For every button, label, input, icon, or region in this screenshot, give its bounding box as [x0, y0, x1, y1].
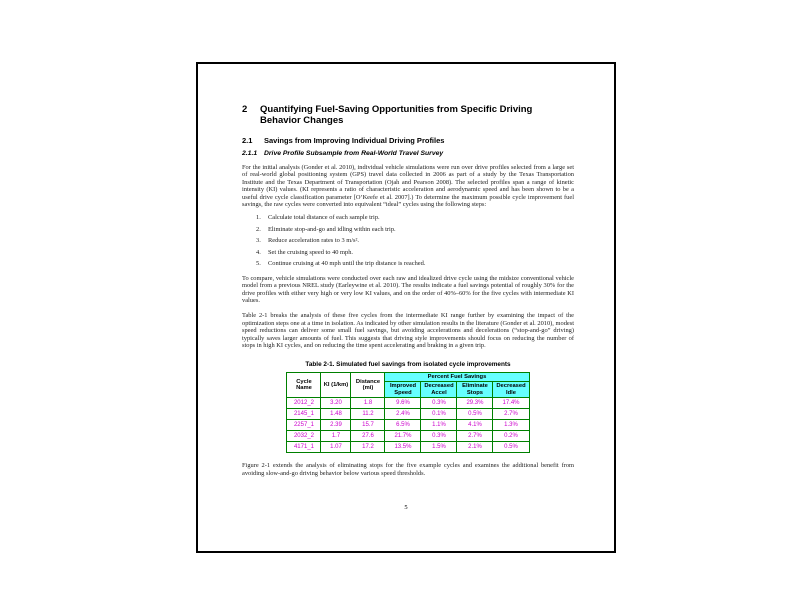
col-header-distance: Distance (mi) — [351, 372, 385, 398]
list-item-text: Calculate total distance of each sample trip. — [268, 214, 380, 222]
list-item — [242, 238, 574, 245]
table-row — [287, 442, 529, 453]
table-cell: 1.07 — [321, 442, 351, 453]
table-cell: 2012_2 — [287, 398, 321, 409]
section-heading — [242, 136, 574, 145]
table-cell: 15.7 — [351, 420, 385, 431]
table-cell: 2.39 — [321, 420, 351, 431]
table-cell: 27.6 — [351, 431, 385, 442]
paragraph-figure-discussion: Figure 2-1 extends the analysis of eliminating stops for the five example cycles and examines the additional benefit from avoiding slow-and-go driving behavior below various speed thresholds. — [242, 462, 574, 477]
table-cell: 0.3% — [421, 431, 457, 442]
table-header-row — [287, 372, 529, 382]
list-item — [242, 215, 574, 222]
group-header-percent-fuel-savings: Percent Fuel Savings — [385, 372, 529, 382]
table-cell: 4.1% — [457, 420, 493, 431]
table-cell: 2032_2 — [287, 431, 321, 442]
paragraph-intro: For the initial analysis (Gonder et al. 2010), individual vehicle simulations were run over drive profiles selected from a large set of real-world global positioning system (GPS) travel data collected in 2006 as part of a study by the Texas Transportation Institute and the Texas Department of Transportation (Ojah and Pearson 2008). The selected profiles span a range of kinetic intensity (KI) values. (KI represents a ratio of characteristic acceleration and aerodynamic speed and has been shown to be a useful drive cycle classification parameter [O’Keefe et al. 2007].) To determine the maximum possible cycle improvement fuel savings, the raw cycles were converted into equivalent “ideal” cycles using the following steps: — [242, 164, 574, 209]
table-caption: Table 2-1. Simulated fuel savings from isolated cycle improvements — [305, 361, 511, 369]
list-item-number: 5. — [256, 260, 261, 267]
list-item — [242, 250, 574, 257]
table-cell: 1.8 — [351, 398, 385, 409]
table-cell: 1.5% — [421, 442, 457, 453]
subsection-heading — [242, 150, 574, 158]
list-item-number: 1. — [256, 214, 261, 222]
fuel-savings-table — [286, 372, 529, 454]
chapter-number: 2 — [242, 104, 248, 115]
table-cell: 1.1% — [421, 420, 457, 431]
paragraph-simulation-results: To compare, vehicle simulations were conducted over each raw and idealized drive cycle using the midsize conventional vehicle model from a previous NREL study (Earleywine et al. 2010). The results indicate a fuel savings potential of roughly 30% for the drive profiles with either very high or very low KI values, and on the order of 40%–60% for the five cycles with intermediate KI values. — [242, 274, 574, 305]
table-cell: 2.4% — [385, 409, 421, 420]
table-cell: 0.5% — [457, 409, 493, 420]
table-cell: 0.5% — [493, 442, 529, 453]
table-cell: 2.7% — [493, 409, 529, 420]
list-item-text: Set the cruising speed to 40 mph. — [268, 248, 354, 256]
subsection-number: 2.1.1 — [242, 150, 258, 157]
table-cell: 2257_1 — [287, 420, 321, 431]
subheader-eliminate-stops: Eliminate Stops — [457, 382, 493, 398]
table-cell: 2.7% — [457, 431, 493, 442]
list-item-text: Eliminate stop-and-go and idling within each trip. — [268, 225, 396, 233]
table-cell: 1.48 — [321, 409, 351, 420]
chapter-heading — [242, 104, 574, 126]
subheader-decreased-accel: Decreased Accel — [421, 382, 457, 398]
table-row — [287, 409, 529, 420]
document-page — [196, 62, 616, 553]
section-number: 2.1 — [242, 136, 253, 145]
table-cell: 13.5% — [385, 442, 421, 453]
subsection-title: Drive Profile Subsample from Real-World Travel Survey — [264, 150, 444, 157]
table-cell: 1.3% — [493, 420, 529, 431]
section-title: Savings from Improving Individual Driving Profiles — [264, 136, 445, 145]
table-cell: 0.2% — [493, 431, 529, 442]
col-header-cycle-name: Cycle Name — [287, 372, 321, 398]
table-cell: 1.7 — [321, 431, 351, 442]
page-content — [242, 104, 574, 477]
page-number: 5 — [404, 504, 408, 511]
table-cell: 29.3% — [457, 398, 493, 409]
list-item-text: Reduce acceleration rates to 3 m/s². — [268, 237, 359, 245]
list-item — [242, 227, 574, 234]
list-item-number: 3. — [256, 237, 261, 245]
table-cell: 17.2 — [351, 442, 385, 453]
subheader-decreased-idle: Decreased Idle — [493, 382, 529, 398]
table-cell: 2145_1 — [287, 409, 321, 420]
table-cell: 0.1% — [421, 409, 457, 420]
table-cell: 2.1% — [457, 442, 493, 453]
table-cell: 21.7% — [385, 431, 421, 442]
list-item-text: Continue cruising at 40 mph until the trip distance is reached. — [268, 260, 426, 267]
list-item-number: 2. — [256, 225, 261, 233]
table-cell: 9.6% — [385, 398, 421, 409]
table-cell: 17.4% — [493, 398, 529, 409]
list-item-number: 4. — [256, 248, 261, 256]
subheader-improved-speed: Improved Speed — [385, 382, 421, 398]
table-cell: 4171_1 — [287, 442, 321, 453]
table-cell: 11.2 — [351, 409, 385, 420]
table-row — [287, 431, 529, 442]
paragraph-table-discussion: Table 2-1 breaks the analysis of these five cycles from the intermediate KI range further by examining the impact of the optimization steps one at a time in isolation. As indicated by other simulation results in the literature (Gonder et al. 2010), modest speed reductions can deliver some small fuel savings, but avoiding accelerations and decelerations (“stop-and-go” driving) typically saves larger amounts of fuel. This suggests that driving style improvements should focus on reducing the number of stops in high KI cycles, and on reducing the time spent accelerating and braking in a given trip. — [242, 312, 574, 350]
col-header-ki: KI (1/km) — [321, 372, 351, 398]
list-item — [242, 261, 574, 268]
table-row — [287, 398, 529, 409]
ideal-cycle-steps-list — [242, 215, 574, 267]
table-cell: 6.5% — [385, 420, 421, 431]
chapter-title: Quantifying Fuel-Saving Opportunities from Specific Driving Behavior Changes — [260, 104, 533, 126]
table-cell: 3.20 — [321, 398, 351, 409]
table-cell: 0.3% — [421, 398, 457, 409]
table-row — [287, 420, 529, 431]
